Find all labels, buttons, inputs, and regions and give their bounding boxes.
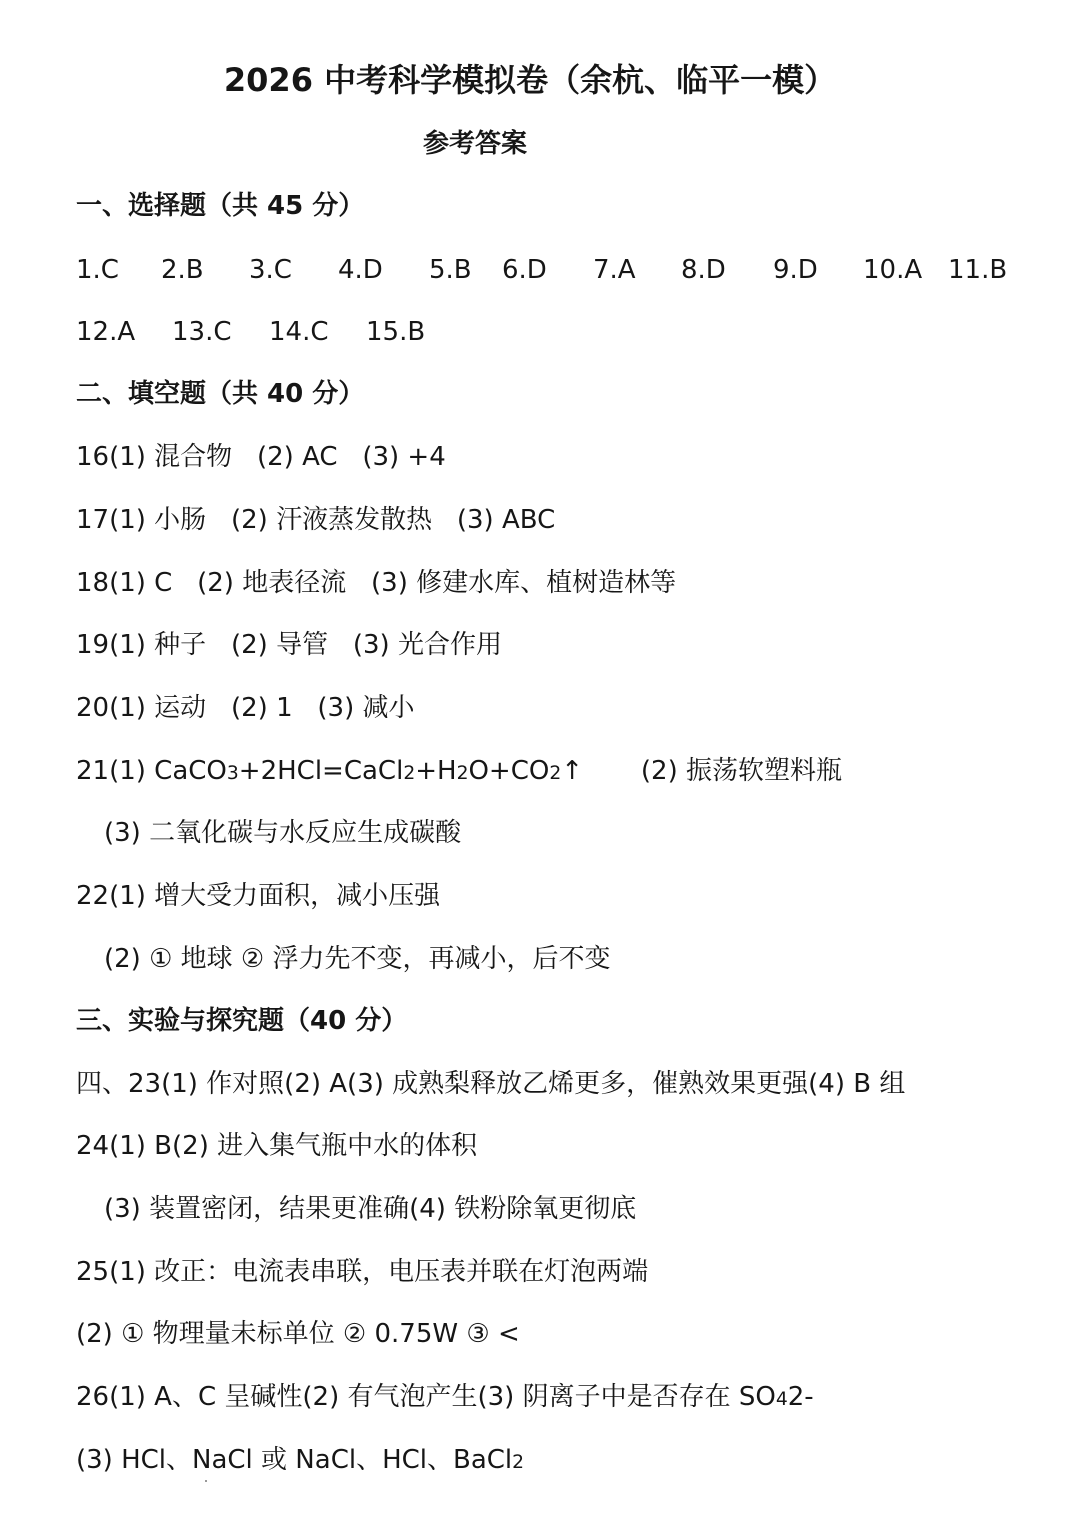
q21-text-e: ↑ (2) 振荡软塑料瓶 (561, 756, 842, 786)
answer-22-part1: 22(1) 增大受力面积，减小压强 (76, 881, 441, 911)
mc-answer-4: 4.D (338, 255, 383, 285)
answer-26-part2 (76, 1436, 524, 1484)
answer-21-part1 (76, 747, 842, 795)
answer-20: 20(1) 运动 (2) 1 (3) 减小 (76, 693, 415, 723)
answer-26-part1 (76, 1373, 814, 1421)
answer-18: 18(1) C (2) 地表径流 (3) 修建水库、植树造林等 (76, 568, 677, 598)
q26-subscript-1: 4 (775, 1389, 788, 1410)
scan-speck (205, 1480, 207, 1482)
mc-answer-3: 3.C (249, 255, 292, 285)
q21-subscript-1: 3 (226, 763, 239, 784)
mc-answers-row1 (76, 246, 1036, 294)
q26-charge: 2- (787, 1382, 814, 1412)
section1-heading: 一、选择题（共 45 分） (76, 191, 365, 221)
answer-24-part1: 24(1) B(2) 进入集气瓶中水的体积 (76, 1131, 478, 1161)
mc-answer-2: 2.B (161, 255, 204, 285)
q21-subscript-2: 2 (403, 763, 416, 784)
answer-25-part1: 25(1) 改正：电流表串联，电压表并联在灯泡两端 (76, 1257, 649, 1287)
page-title: 2026 中考科学模拟卷（余杭、临平一模） (223, 61, 837, 99)
mc-answer-7: 7.A (593, 255, 636, 285)
section3-heading: 三、实验与探究题（40 分） (76, 1006, 408, 1036)
answer-24-part2: (3) 装置密闭，结果更准确(4) 铁粉除氧更彻底 (104, 1194, 637, 1224)
mc-answer-8: 8.D (681, 255, 726, 285)
q26-text-b: (3) HCl、NaCl 或 NaCl、HCl、BaCl (76, 1445, 513, 1475)
mc-answer-14: 14.C (269, 317, 329, 347)
mc-answer-5: 5.B (429, 255, 472, 285)
mc-answer-15: 15.B (366, 317, 426, 347)
q21-text-d: O+CO (468, 756, 550, 786)
answer-23: 四、23(1) 作对照(2) A(3) 成熟梨释放乙烯更多，催熟效果更强(4) B 组 (76, 1069, 906, 1099)
mc-answer-9: 9.D (773, 255, 818, 285)
q21-text-a: 21(1) CaCO (76, 756, 227, 786)
q26-subscript-2: 2 (512, 1452, 525, 1473)
q26-text-a: 26(1) A、C 呈碱性(2) 有气泡产生(3) 阴离子中是否存在 SO (76, 1382, 776, 1412)
answer-25-part2: (2) ① 物理量未标单位 ② 0.75W ③ < (76, 1319, 520, 1349)
answer-21-part2: (3) 二氧化碳与水反应生成碳酸 (104, 818, 462, 848)
mc-answer-6: 6.D (502, 255, 547, 285)
page-subtitle: 参考答案 (422, 129, 527, 159)
q21-text-b: +2HCl=CaCl (238, 756, 404, 786)
mc-answer-11: 11.B (948, 255, 1008, 285)
answer-16: 16(1) 混合物 (2) AC (3) +4 (76, 442, 446, 472)
answer-22-part2: (2) ① 地球 ② 浮力先不变，再减小，后不变 (104, 944, 611, 974)
q21-text-c: +H (415, 756, 457, 786)
section2-heading: 二、填空题（共 40 分） (76, 379, 365, 409)
answer-17: 17(1) 小肠 (2) 汗液蒸发散热 (3) ABC (76, 505, 556, 535)
q21-subscript-3: 2 (456, 763, 469, 784)
mc-answer-12: 12.A (76, 317, 136, 347)
q21-subscript-4: 2 (549, 763, 562, 784)
mc-answer-13: 13.C (172, 317, 232, 347)
mc-answer-1: 1.C (76, 255, 119, 285)
mc-answer-10: 10.A (863, 255, 923, 285)
mc-answers-row2 (76, 308, 1036, 356)
answer-19: 19(1) 种子 (2) 导管 (3) 光合作用 (76, 630, 502, 660)
